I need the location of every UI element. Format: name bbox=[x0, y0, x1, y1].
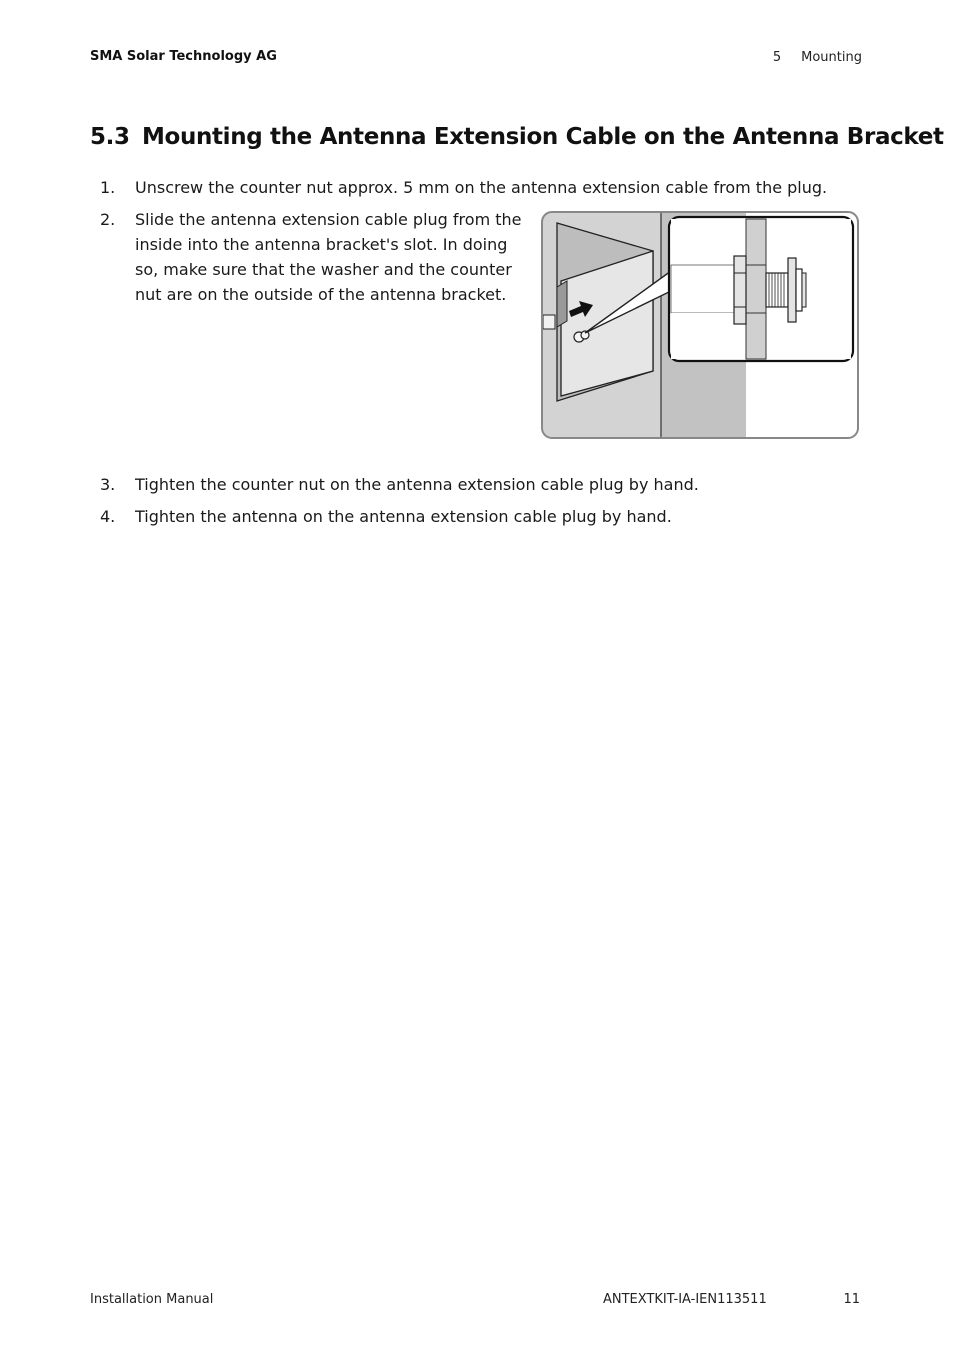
footer-document-type: Installation Manual bbox=[90, 1292, 214, 1307]
section-number: 5.3 bbox=[90, 124, 130, 150]
step-text: Tighten the antenna on the antenna extension cable plug by hand. bbox=[135, 507, 672, 526]
header-company: SMA Solar Technology AG bbox=[90, 49, 277, 64]
footer-document-code: ANTEXTKIT-IA-IEN113511 bbox=[603, 1292, 767, 1307]
section-title bbox=[90, 124, 944, 150]
step-text: Tighten the counter nut on the antenna extension cable plug by hand. bbox=[135, 475, 699, 494]
step-text: Unscrew the counter nut approx. 5 mm on the antenna extension cable from the plug. bbox=[135, 178, 828, 197]
step-4 bbox=[100, 504, 672, 529]
step-number: 1. bbox=[100, 178, 116, 197]
step-number: 2. bbox=[100, 210, 116, 229]
step-number: 3. bbox=[100, 475, 116, 494]
header-chapter bbox=[773, 50, 862, 65]
section-title-text: Mounting the Antenna Extension Cable on the Antenna Bracket bbox=[142, 124, 944, 150]
antenna-bracket-illustration bbox=[541, 211, 859, 439]
step-text: Slide the antenna extension cable plug from the inside into the antenna bracket's slot. In doing so, make sure that the washer and the counter nut are on the outside of the antenna bracket. bbox=[135, 210, 522, 304]
footer-page-number: 11 bbox=[843, 1292, 860, 1307]
step-number: 4. bbox=[100, 507, 116, 526]
header-chapter-number: 5 bbox=[772, 50, 782, 65]
step-3 bbox=[100, 472, 699, 497]
step-2 bbox=[100, 207, 535, 307]
step-1 bbox=[100, 175, 827, 200]
header-chapter-title: Mounting bbox=[801, 50, 862, 65]
